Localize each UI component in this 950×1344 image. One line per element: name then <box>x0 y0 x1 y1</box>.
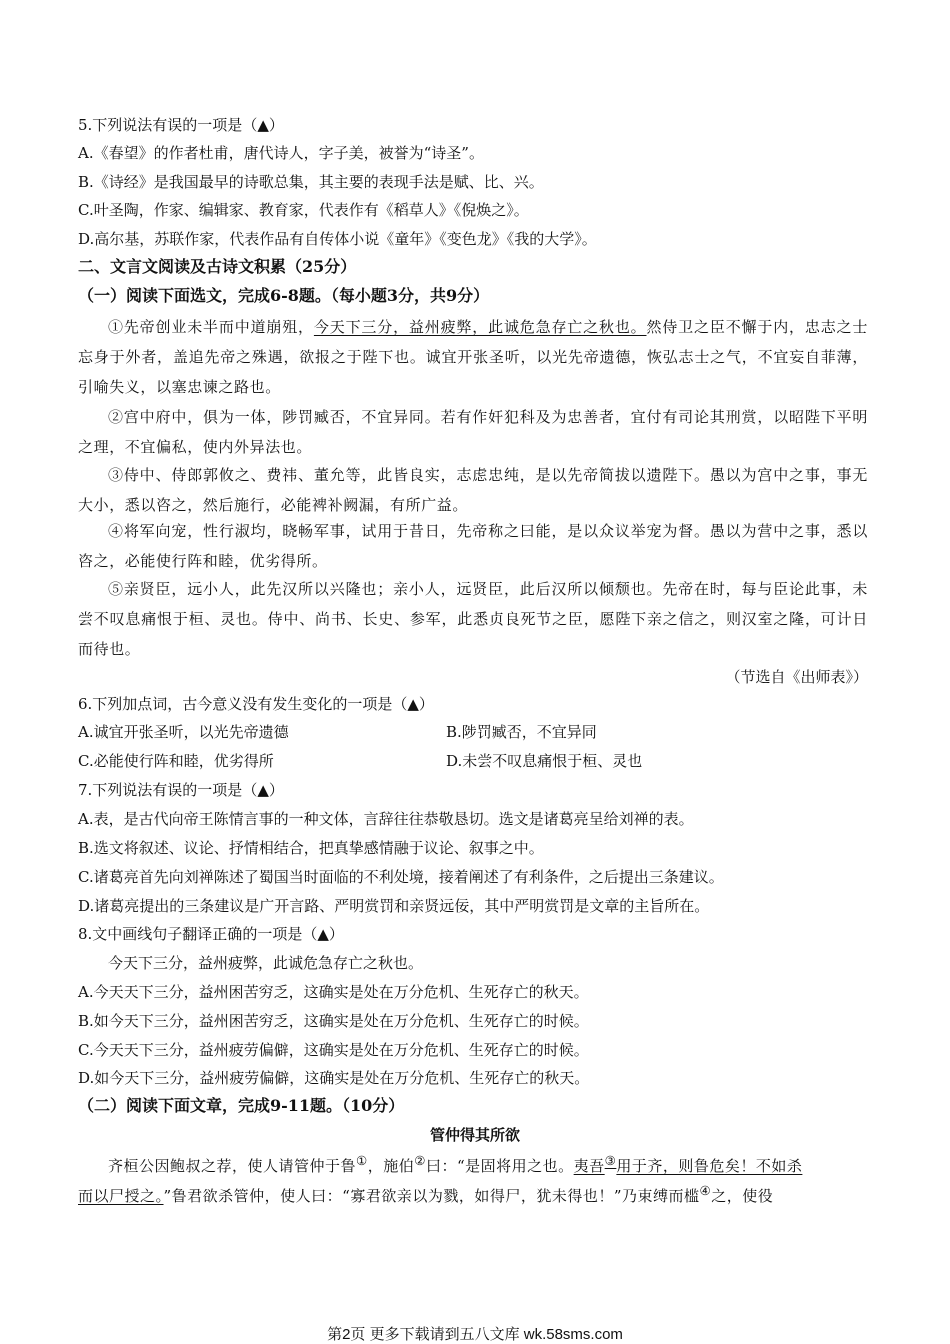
article-line-1: 齐桓公因鲍叔之荐，使人请管仲于鲁①，施伯②曰：“是固将用之也。夷吾③用于齐，则鲁危矣！不如杀 <box>108 1153 803 1175</box>
passage-paragraph-3: ③侍中、侍郎郭攸之、费祎、董允等，此皆良实，志虑忠纯，是以先帝简拔以遗陛下。愚以为宫中之事，事无大小，悉以咨之，然后施行，必能裨补阙漏，有所广益。 <box>78 466 868 514</box>
q5-stem: 5.下列说法有误的一项是（▲） <box>78 116 284 134</box>
passage-paragraph-1: ①先帝创业未半而中道崩殂，今天下三分，益州疲弊，此诚危急存亡之秋也。然侍卫之臣不懈于内，忠志之士忘身于外者，盖追先帝之殊遇，欲报之于陛下也。诚宜开张圣听，以光先帝遗德，恢弘志士之气，不宜妄自菲薄，引喻失义，以塞忠谏之路也。 <box>78 318 868 396</box>
q7-option-c: C.诸葛亮首先向刘禅陈述了蜀国当时面临的不利处境，接着阐述了有利条件，之后提出三条建议。 <box>78 868 724 886</box>
q8-option-c: C.今天天下三分，益州疲劳偏僻，这确实是处在万分危机、生死存亡的时候。 <box>78 1041 589 1059</box>
q7-option-d: D.诸葛亮提出的三条建议是广开言路、严明赏罚和亲贤远佞，其中严明赏罚是文章的主旨所在。 <box>78 897 710 915</box>
footnote-4: ④ <box>699 1183 712 1198</box>
footnote-3: ③ <box>604 1153 617 1168</box>
q7-stem: 7.下列说法有误的一项是（▲） <box>78 781 284 799</box>
q5-option-a: A.《春望》的作者杜甫，唐代诗人，字子美，被誉为“诗圣”。 <box>78 144 484 162</box>
q6-option-c: C.必能使行阵和睦，优劣得所 <box>78 752 274 770</box>
q5-option-d: D.高尔基，苏联作家，代表作品有自传体小说《童年》《变色龙》《我的大学》。 <box>78 230 597 248</box>
passage-paragraph-5: ⑤亲贤臣，远小人，此先汉所以兴隆也；亲小人，远贤臣，此后汉所以倾颓也。先帝在时，每与臣论此事，未尝不叹息痛恨于桓、灵也。侍中、尚书、长史、参军，此悉贞良死节之臣，愿陛下亲之信之，则汉室之隆，可计日而待也。 <box>78 580 868 658</box>
passage-source: （节选自《出师表》） <box>725 668 868 686</box>
q8-stem: 8.文中画线句子翻译正确的一项是（▲） <box>78 925 344 943</box>
part-2-heading: （二）阅读下面文章，完成9-11题。（10分） <box>78 1096 405 1115</box>
q8-option-d: D.如今天下三分，益州疲劳偏僻，这确实是处在万分危机、生死存亡的秋天。 <box>78 1069 590 1087</box>
q6-option-b: B.陟罚臧否，不宜异同 <box>446 723 597 741</box>
article-title: 管仲得其所欲 <box>429 1126 520 1144</box>
passage-paragraph-2: ②宫中府中，俱为一体，陟罚臧否，不宜异同。若有作奸犯科及为忠善者，宜付有司论其刑赏，以昭陛下平明之理，不宜偏私，使内外异法也。 <box>78 408 868 456</box>
q8-quote: 今天下三分，益州疲弊，此诚危急存亡之秋也。 <box>108 954 424 972</box>
q7-option-a: A.表，是古代向帝王陈情言事的一种文体，言辞往往恭敬恳切。选文是诸葛亮呈给刘禅的表。 <box>78 810 694 828</box>
section-2-heading: 二、文言文阅读及古诗文积累（25分） <box>78 257 357 276</box>
q5-option-b: B.《诗经》是我国最早的诗歌总集，其主要的表现手法是赋、比、兴。 <box>78 173 544 191</box>
q8-option-b: B.如今天下三分，益州困苦穷乏，这确实是处在万分危机、生死存亡的时候。 <box>78 1012 589 1030</box>
passage-paragraph-4: ④将军向宠，性行淑均，晓畅军事，试用于昔日，先帝称之曰能，是以众议举宠为督。愚以为营中之事，悉以咨之，必能使行阵和睦，优劣得所。 <box>78 522 868 570</box>
article-line-2: 而以尸授之。”鲁君欲杀管仲，使人曰：“寡君欲亲以为戮，如得尸，犹未得也！”乃束缚而槛④之，使役 <box>78 1183 774 1205</box>
q5-option-c: C.叶圣陶，作家、编辑家、教育家，代表作有《稻草人》《倪焕之》。 <box>78 201 529 219</box>
q6-option-d: D.未尝不叹息痛恨于桓、灵也 <box>446 752 643 770</box>
underlined-sentence: 今天下三分，益州疲弊，此诚危急存亡之秋也。 <box>313 318 647 336</box>
q6-option-a: A.诚宜开张圣听，以光先帝遗德 <box>78 723 289 741</box>
footnote-2: ② <box>414 1153 426 1168</box>
q7-option-b: B.选文将叙述、议论、抒情相结合，把真挚感情融于议论、叙事之中。 <box>78 839 544 857</box>
part-1-heading: （一）阅读下面选文，完成6-8题。（每小题3分，共9分） <box>78 286 490 305</box>
footnote-1: ① <box>356 1153 368 1168</box>
q6-stem: 6.下列加点词，古今意义没有发生变化的一项是（▲） <box>78 695 434 713</box>
q8-option-a: A.今天天下三分，益州困苦穷乏，这确实是处在万分危机、生死存亡的秋天。 <box>78 983 589 1001</box>
page-footer: 第2页 更多下载请到五八文库 wk.58sms.com <box>327 1326 623 1343</box>
